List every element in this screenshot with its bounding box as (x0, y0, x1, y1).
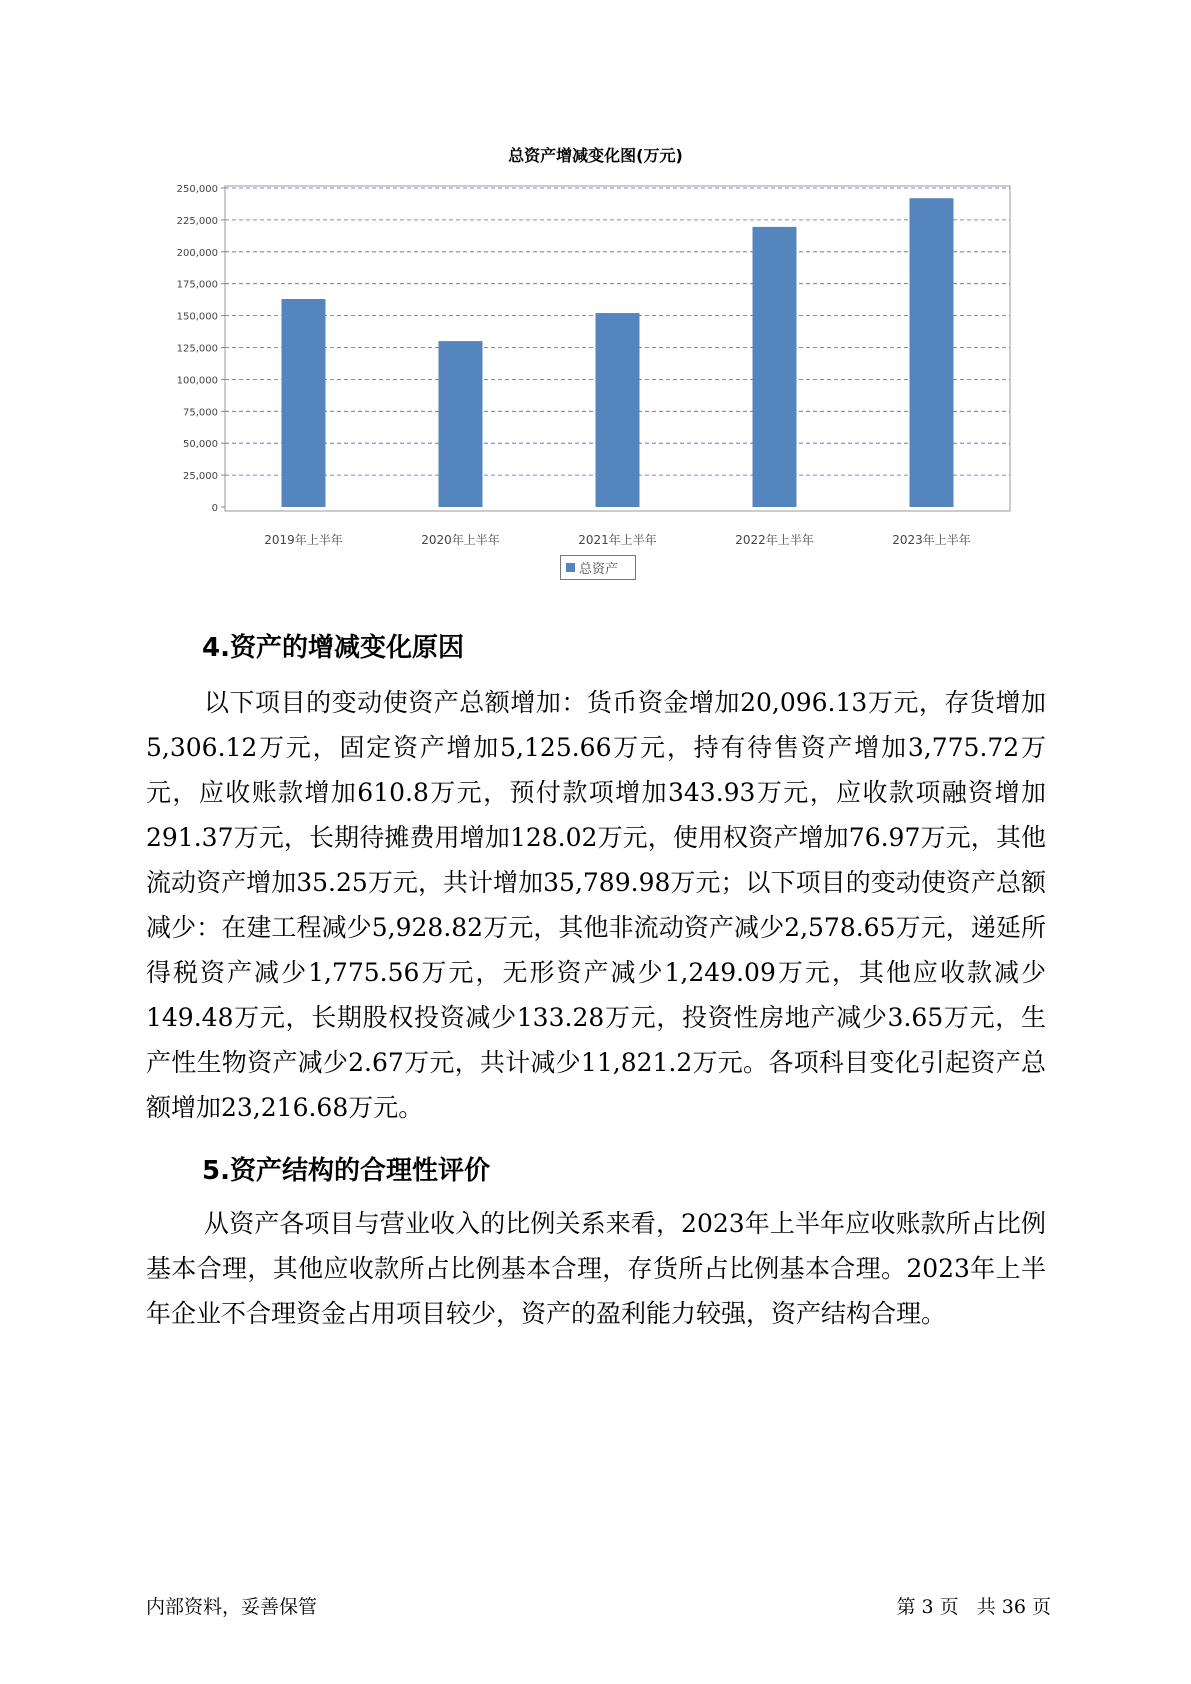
y-tick-label: 200,000 (176, 247, 218, 259)
bar-2023年上半年 (910, 198, 954, 507)
y-tick-label: 75,000 (183, 407, 218, 419)
x-tick-label: 2020年上半年 (421, 533, 500, 547)
x-tick-label: 2022年上半年 (735, 533, 814, 547)
footer-confidential-note: 内部资料，妥善保管 (146, 1596, 318, 1618)
y-tick-label: 250,000 (176, 184, 218, 195)
y-tick-label: 175,000 (176, 279, 218, 291)
x-tick-label: 2021年上半年 (578, 533, 657, 547)
x-axis-ticks (264, 532, 971, 547)
y-tick-label: 225,000 (176, 215, 218, 227)
x-tick-label: 2019年上半年 (264, 533, 343, 547)
y-tick-label: 0 (211, 503, 218, 514)
y-axis-ticks (177, 184, 225, 514)
chart-title: 总资产增减变化图(万元) (508, 146, 683, 165)
y-tick-label: 50,000 (183, 439, 218, 451)
bar-2022年上半年 (753, 227, 797, 507)
bar-2019年上半年 (282, 299, 326, 507)
footer-page-number: 第 3 页 共 36 页 (896, 1596, 1051, 1618)
section-5-paragraph: 从资产各项目与营业收入的比例关系来看，2023年上半年应收账款所占比例基本合理，其他应收款所占比例基本合理，存货所占比例基本合理。2023年上半年企业不合理资金占用项目较少，资产的盈利能力较强，资产结构合理。 (146, 1209, 1046, 1328)
x-tick-label: 2023年上半年 (892, 533, 971, 547)
section-5-heading: 5.资产结构的合理性评价 (202, 1156, 490, 1186)
y-tick-label: 25,000 (183, 471, 218, 483)
bar-2021年上半年 (596, 313, 640, 507)
y-tick-label: 100,000 (176, 375, 218, 387)
total-assets-bar-chart (0, 0, 1191, 560)
bar-2020年上半年 (439, 341, 483, 507)
legend-label: 总资产 (579, 562, 619, 577)
section-4-paragraph: 以下项目的变动使资产总额增加：货币资金增加20,096.13万元，存货增加5,306.12万元，固定资产增加5,125.66万元，持有待售资产增加3,775.72万元，应收账款增加610.8万元，预付款项增加343.93万元，应收款项融资增加291.37万元，长期待摊费用增加128.02万元，使用权资产增加76.97万元，其他流动资产增加35.25万元，共计增加35,789.98万元；以下项目的变动使资产总额减少：在建工程减少5,928.82万元，其他非流动资产减少2,578.65万元，递延所得税资产减少1,775.56万元，无形资产减少1,249.09万元，其他应收款减少149.48万元，长期股权投资减少133.28万元，投资性房地产减少3.65万元，生产性生物资产减少2.67万元，共计减少11,821.2万元。各项科目变化引起资产总额增加23,216.68万元。 (146, 688, 1046, 1122)
chart-legend (560, 555, 636, 580)
y-tick-label: 125,000 (176, 343, 218, 355)
y-tick-label: 150,000 (176, 311, 218, 323)
legend-swatch (566, 563, 575, 572)
section-4-heading: 4.资产的增减变化原因 (202, 633, 464, 663)
